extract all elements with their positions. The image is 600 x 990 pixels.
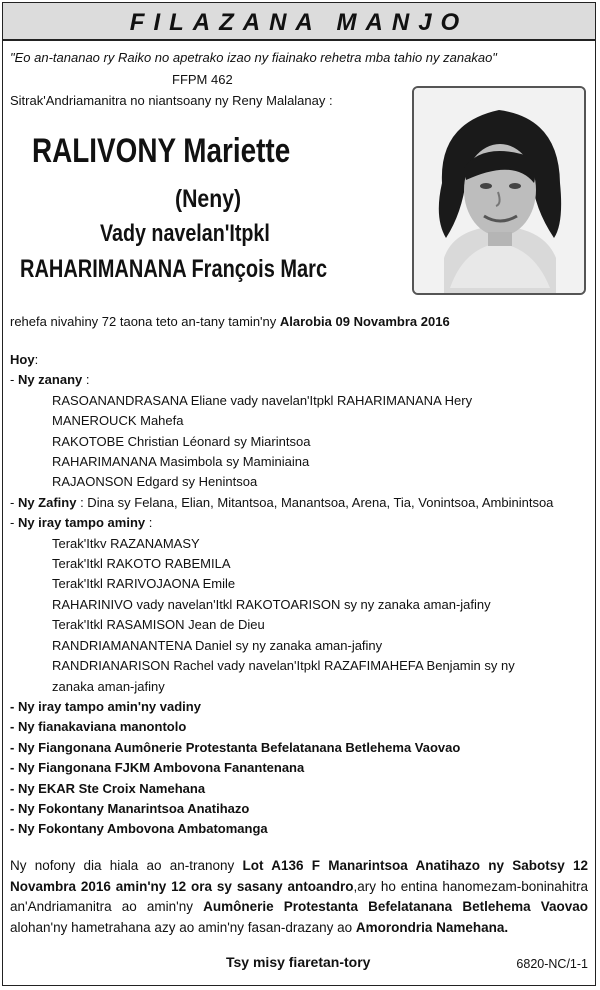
child-item: RASOANANDRASANA Eliane vady navelan'Itpkl RAHARIMANANA Hery <box>52 392 473 408</box>
bible-quote: "Eo an-tananao ry Raiko no apetrako izao ny fiainako rehetra mba tahio ny zanakao" <box>10 50 497 65</box>
sibling-item: RANDRIANARISON Rachel vady navelan'Itpkl RAZAFIMAHEFA Benjamin sy ny <box>52 658 515 674</box>
intro-text: Sitrak'Andriamanitra no niantsoany ny Reny Malalanay : <box>10 93 333 108</box>
deceased-nickname: (Neny) <box>175 185 242 213</box>
children-label: Ny zanany <box>17 372 83 388</box>
portrait-image <box>414 88 584 293</box>
children-heading: - Ny zanany : <box>10 372 90 388</box>
spouse-line-2: RAHARIMANANA François Marc <box>20 255 328 283</box>
family-list <box>10 350 590 840</box>
group-label: - Ny Fokontany Ambovona Ambatomanga <box>10 821 268 837</box>
closing-bold-3: Amorondria Namehana. <box>355 919 509 935</box>
funeral-details <box>10 856 588 938</box>
ad-code: 6820-NC/1-1 <box>516 957 588 971</box>
child-item: MANEROUCK Mahefa <box>52 413 184 429</box>
group-label: - Ny fianakaviana manontolo <box>10 719 187 735</box>
hymn-reference: FFPM 462 <box>172 72 233 87</box>
hoy-label: Hoy <box>10 352 35 367</box>
child-item: RAJAONSON Edgard sy Henintsoa <box>52 474 258 490</box>
closing-bold-2: Aumônerie Protestanta Befelatanana Betlehema Vaovao <box>203 899 588 914</box>
siblings-heading: - Ny iray tampo aminy : <box>10 515 153 531</box>
sibling-item: zanaka aman-jafiny <box>52 678 165 694</box>
sibling-item: RANDRIAMANANTENA Daniel sy ny zanaka aman-jafiny <box>52 637 383 653</box>
group-item <box>10 758 590 778</box>
group-label: - Ny iray tampo amin'ny vadiny <box>10 698 201 714</box>
grandchildren-names: : Dina sy Felana, Elian, Mitantsoa, Manantsoa, Arena, Tia, Vonintsoa, Ambinintsoa <box>76 494 554 510</box>
group-item <box>10 738 590 758</box>
closing-bold-1: Lot A136 F Manarintsoa Anatihazo ny Sabotsy 12 Novambra 2016 amin'ny 12 ora sy sasany antoandro <box>10 858 588 894</box>
group-item <box>10 799 590 819</box>
header-title: FILAZANA MANJO <box>129 9 469 36</box>
group-item <box>10 717 590 737</box>
sibling-item: RAHARINIVO vady navelan'Itkl RAKOTOARISON sy ny zanaka aman-jafiny <box>52 596 491 612</box>
header-bar <box>3 3 595 41</box>
sibling-item: Terak'Itkv RAZANAMASY <box>52 535 200 551</box>
group-label: - Ny Fokontany Manarintsoa Anatihazo <box>10 800 250 816</box>
closing-text-2: ,ary ho entina hanomezam-boninahitra an'Andriamanitra ao amin'ny <box>10 878 588 914</box>
grandchildren-line: - Ny Zafiny : Dina sy Felana, Elian, Mitantsoa, Manantsoa, Arena, Tia, Vonintsoa, Ambinintsoa <box>10 494 554 510</box>
grandchildren-label: Ny Zafiny <box>17 494 77 510</box>
death-prefix: rehefa nivahiny 72 taona teto an-tany tamin'ny <box>10 314 280 329</box>
closing-text-3: alohan'ny hametrahana azy ao amin'ny fasan-drazany ao <box>10 919 356 935</box>
sibling-item: Terak'Itkl RASAMISON Jean de Dieu <box>52 617 265 633</box>
group-label: - Ny Fiangonana FJKM Ambovona Fanantenana <box>10 760 305 776</box>
child-item: RAHARIMANANA Masimbola sy Maminiaina <box>52 454 310 470</box>
sibling-item: Terak'Itkl RAKOTO RABEMILA <box>52 556 231 572</box>
hoy-line: Hoy: <box>10 352 39 367</box>
group-item <box>10 819 590 839</box>
deceased-name: RALIVONY Mariette <box>32 132 291 170</box>
siblings-label: Ny iray tampo aminy <box>17 515 146 531</box>
closing-text-1: Ny nofony dia hiala ao an-tranony <box>10 858 243 873</box>
death-notice <box>10 314 450 329</box>
child-item: RAKOTOBE Christian Léonard sy Miarintsoa <box>52 433 311 449</box>
footer-note: Tsy misy fiaretan-tory <box>226 954 371 970</box>
sibling-item: Terak'Itkl RARIVOJAONA Emile <box>52 576 236 592</box>
group-item <box>10 779 590 799</box>
group-label: - Ny Fiangonana Aumônerie Protestanta Befelatanana Betlehema Vaovao <box>10 739 461 755</box>
group-label: - Ny EKAR Ste Croix Namehana <box>10 780 206 796</box>
death-date: Alarobia 09 Novambra 2016 <box>279 314 450 329</box>
portrait-photo <box>412 86 586 295</box>
group-item <box>10 697 590 717</box>
spouse-line-1: Vady navelan'Itpkl <box>100 220 270 247</box>
